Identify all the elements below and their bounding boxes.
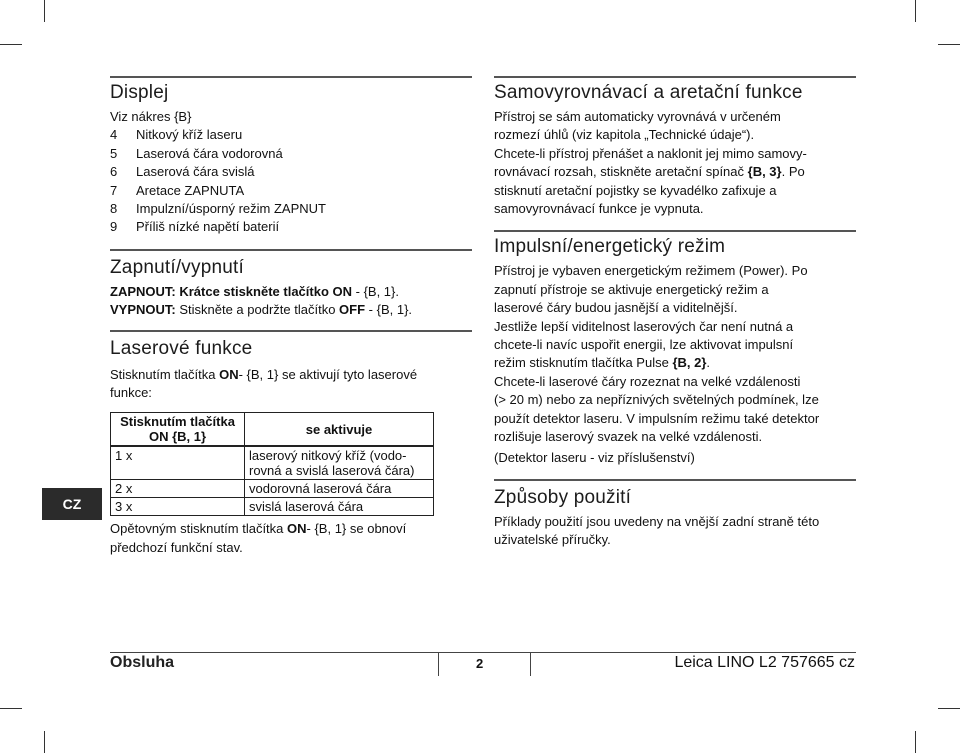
section-title-display: Displej [110, 82, 169, 103]
footer-rule [110, 652, 856, 653]
list-item: 5 Laserová čára vodorovná [110, 145, 283, 161]
paragraph-line: rozlišuje laserový svazek na velké vzdálenosti. [494, 429, 763, 445]
paragraph-line: použít detektor laseru. V impulsním režimu také detektor [494, 410, 820, 426]
page-number: 2 [476, 656, 484, 671]
table-row: 2 x vodorovná laserová čára [111, 480, 434, 498]
laser-intro: Stisknutím tlačítka ON- {B, 1} se aktivují tyto laserové [110, 366, 418, 382]
section-title-pulse: Impulsní/energetický režim [494, 236, 726, 258]
crop-mark [0, 708, 22, 709]
table-header-cell: Stisknutím tlačítka ON {B, 1} [111, 413, 245, 447]
section-rule [110, 249, 472, 251]
section-rule [110, 76, 472, 78]
crop-mark [44, 0, 45, 22]
footer-divider [438, 652, 439, 676]
paragraph-line: Chcete-li přístroj přenášet a naklonit jej mimo samovy- [494, 145, 807, 161]
paragraph-line: stisknutí aretační pojistky se kyvadélko zafixuje a [494, 182, 777, 198]
paragraph-line: Jestliže lepší viditelnost laserových čar není nutná a [494, 318, 794, 334]
power-off-instruction: VYPNOUT: Stiskněte a podržte tlačítko OFF - {B, 1}. [110, 302, 413, 318]
paragraph-line: režim stisknutím tlačítka Pulse {B, 2}. [494, 355, 711, 371]
paragraph-line: (> 20 m) nebo za nepříznivých světelných podmínek, lze [494, 392, 819, 408]
paragraph-line: rovnávací rozsah, stiskněte aretační spínač {B, 3}. Po [494, 164, 805, 180]
section-rule [110, 330, 472, 332]
table-row: 3 x svislá laserová čára [111, 498, 434, 516]
footer-product-name: Leica LINO L2 757665 cz [674, 654, 855, 671]
paragraph-line: (Detektor laseru - viz příslušenství) [494, 449, 695, 465]
paragraph-line: zapnutí přístroje se aktivuje energetický režim a [494, 281, 769, 297]
crop-mark [915, 731, 916, 753]
paragraph-line: Příklady použití jsou uvedeny na vnější zadní straně této [494, 513, 820, 529]
left-column [110, 76, 472, 557]
footer-divider [530, 652, 531, 676]
table-row: 1 x laserový nitkový kříž (vodo- rovná a svislá laserová čára) [111, 446, 434, 480]
figure-reference: Viz nákres {B} [110, 109, 192, 124]
language-tab: CZ [42, 488, 102, 520]
paragraph-line: uživatelské příručky. [494, 532, 611, 548]
list-item: 6 Laserová čára svislá [110, 164, 255, 180]
laser-outro-cont: předchozí funkční stav. [110, 539, 243, 555]
paragraph-line: Přístroj se sám automaticky vyrovnává v určeném [494, 109, 781, 124]
right-column [494, 76, 856, 550]
footer-section-name: Obsluha [110, 654, 175, 671]
paragraph-line: chcete-li navíc uspořit energii, lze aktivovat impulsní [494, 337, 794, 353]
paragraph-line: Chcete-li laserové čáry rozeznat na velké vzdálenosti [494, 373, 801, 389]
paragraph-line: rozmezí úhlů (viz kapitola „Technické údaje“). [494, 127, 755, 143]
list-item: 9 Příliš nízké napětí baterií [110, 219, 280, 235]
power-on-instruction: ZAPNOUT: Krátce stiskněte tlačítko ON - {B, 1}. [110, 283, 399, 299]
crop-mark [938, 44, 960, 45]
laser-outro: Opětovným stisknutím tlačítka ON- {B, 1} se obnoví [110, 521, 407, 537]
section-title-power: Zapnutí/vypnutí [110, 256, 244, 278]
list-item: 7 Aretace ZAPNUTA [110, 182, 245, 198]
crop-mark [938, 708, 960, 709]
section-rule [494, 479, 856, 481]
section-title-uses: Způsoby použití [494, 486, 632, 508]
list-item: 8 Impulzní/úsporný režim ZAPNUT [110, 201, 326, 217]
section-title-self-leveling: Samovyrovnávací a aretační funkce [494, 82, 803, 103]
table-header-row [111, 413, 434, 447]
list-item: 4 Nitkový kříž laseru [110, 127, 243, 143]
display-legend-list [110, 126, 472, 236]
section-rule [494, 76, 856, 78]
section-title-laser: Laserové funkce [110, 337, 253, 359]
crop-mark [0, 44, 22, 45]
laser-intro-cont: funkce: [110, 385, 152, 401]
section-rule [494, 230, 856, 232]
crop-mark [44, 731, 45, 753]
laser-functions-table [110, 412, 434, 516]
crop-mark [915, 0, 916, 22]
paragraph-line: samovyrovnávací funkce je vypnuta. [494, 201, 704, 217]
paragraph-line: laserové čáry budou jasnější a viditelnější. [494, 300, 738, 316]
paragraph-line: Přístroj je vybaven energetickým režimem (Power). Po [494, 263, 808, 279]
table-header-cell: se aktivuje [245, 413, 434, 447]
